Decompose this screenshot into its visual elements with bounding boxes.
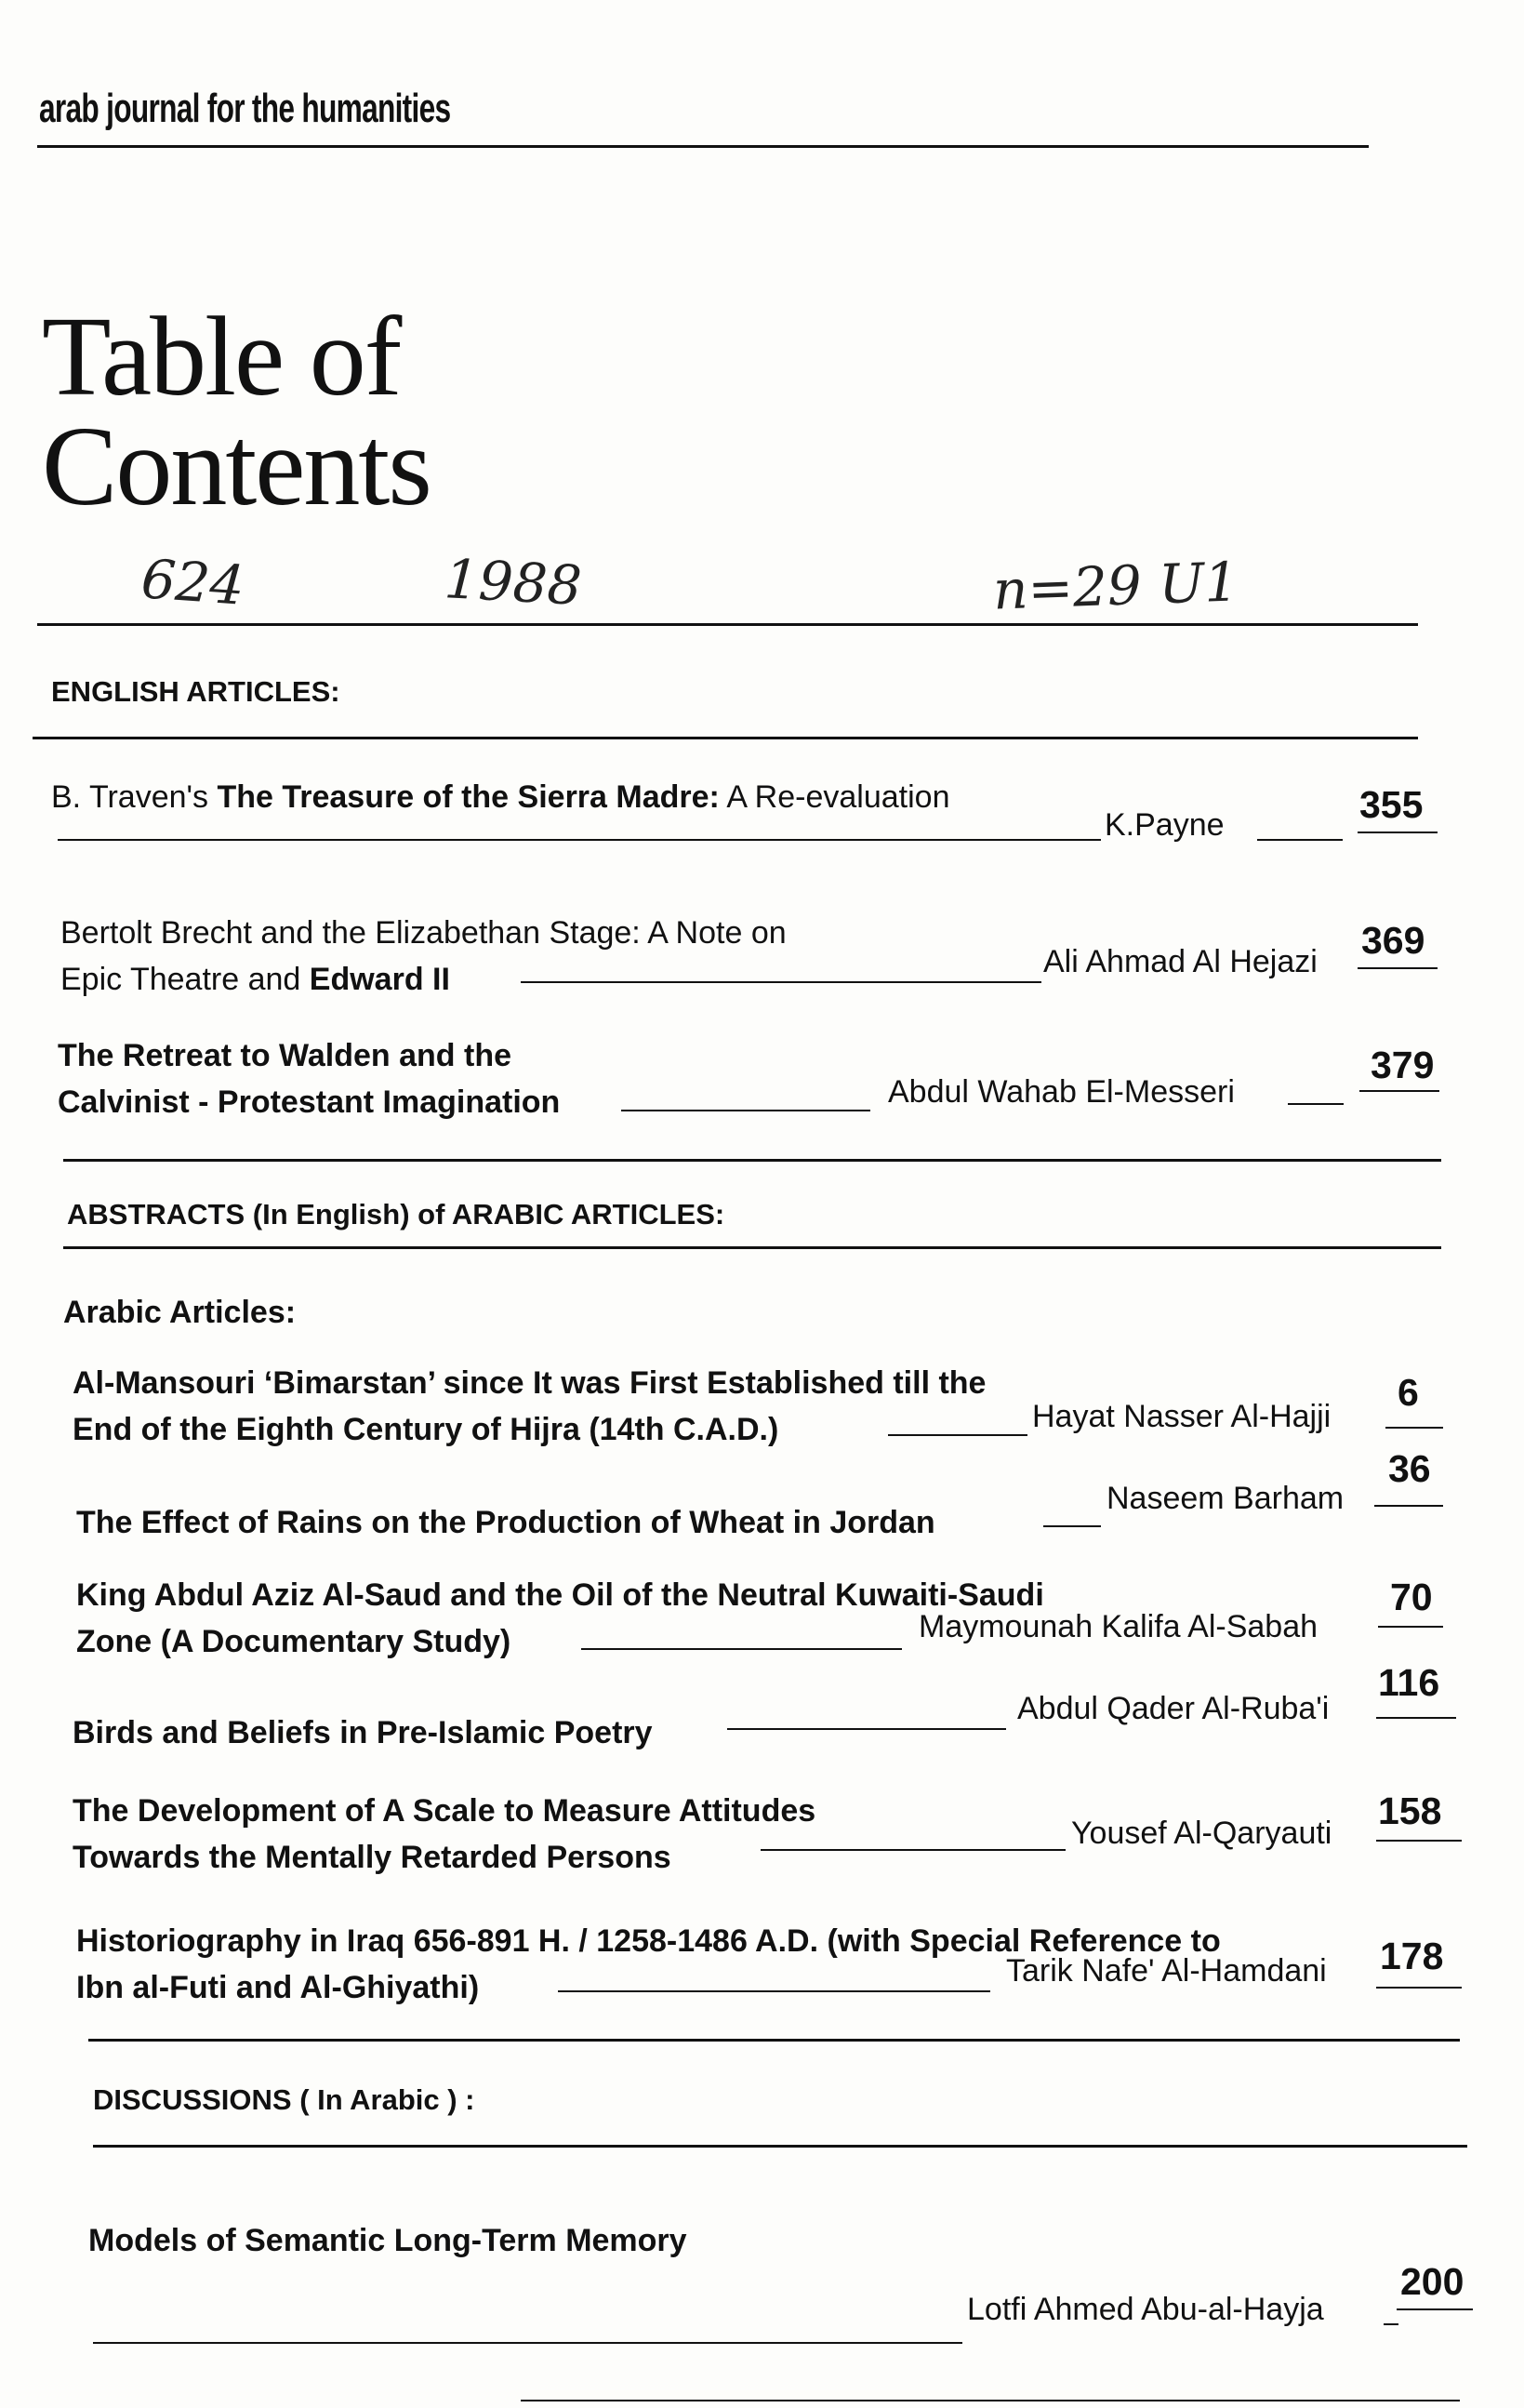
article-2-line-2-prefix: Epic Theatre and [60,962,310,997]
arabic-article-3 [76,1572,1044,1665]
leader-1a [58,839,1101,841]
page-underline-a4 [1376,1717,1456,1719]
discussion-1-line-1: Models of Semantic Long-Term Memory [88,2223,687,2258]
article-1-bold-title: The Treasure of the Sierra Madre: [217,779,720,815]
arabic-article-4 [73,1710,653,1756]
arabic-3-line-2: Zone (A Documentary Study) [76,1624,511,1659]
discussion-1-author: Lotfi Ahmed Abu-al-Hayja [967,2292,1324,2327]
page-underline-a2 [1374,1505,1443,1507]
arabic-4-page: 116 [1378,1661,1440,1704]
leader-a4 [727,1728,1006,1730]
arabic-4-line-1: Birds and Beliefs in Pre-Islamic Poetry [73,1715,653,1750]
arabic-5-line-1: The Development of A Scale to Measure Attitudes [73,1793,816,1829]
section-abstracts: ABSTRACTS (In English) of ARABIC ARTICLES: [67,1198,725,1231]
leader-a3 [581,1648,902,1650]
leader-a1 [888,1434,1027,1436]
rule-abstracts [63,1246,1441,1249]
leader-3b [1288,1103,1344,1105]
arabic-1-line-2: End of the Eighth Century of Hijra (14th C.A.D.) [73,1412,779,1447]
arabic-5-line-2: Towards the Mentally Retarded Persons [73,1840,671,1875]
arabic-4-author: Abdul Qader Al-Ruba'i [1017,1691,1330,1726]
arabic-article-1 [73,1360,986,1453]
discussion-1-page: 200 [1400,2260,1464,2303]
section-english-articles: ENGLISH ARTICLES: [51,675,340,708]
arabic-1-page: 6 [1398,1371,1419,1414]
page-underline-d1 [1397,2308,1473,2310]
leader-3a [621,1110,870,1111]
rule-bottom [521,2400,1460,2401]
arabic-2-author: Naseem Barham [1107,1481,1345,1516]
article-2-author: Ali Ahmad Al Hejazi [1043,944,1318,979]
page-underline-2 [1358,967,1438,969]
page-underline-a5 [1376,1840,1462,1842]
english-article-1 [51,774,949,820]
page-title [42,294,431,529]
handwritten-number: 624 [139,547,246,618]
article-1-prefix: B. Traven's [51,779,218,815]
arabic-3-author: Maymounah Kalifa Al-Sabah [919,1609,1319,1644]
rule-top [37,623,1418,626]
page-underline-a1 [1385,1427,1443,1429]
article-2-page: 369 [1361,919,1425,962]
title-line-1: Table of [42,294,401,419]
arabic-5-page: 158 [1378,1789,1442,1832]
english-article-2 [60,910,787,1003]
subsection-arabic-articles: Arabic Articles: [63,1295,297,1330]
journal-name: arab journal for the humanities [39,86,451,131]
rule-arabic-end [88,2039,1460,2042]
section-discussions: DISCUSSIONS ( In Arabic ) : [93,2083,475,2116]
arabic-5-author: Yousef Al-Qaryauti [1071,1816,1332,1851]
article-3-page: 379 [1371,1044,1435,1086]
discussion-1 [88,2217,687,2264]
arabic-6-author: Tarik Nafe' Al-Hamdani [1006,1953,1327,1989]
arabic-3-page: 70 [1390,1576,1433,1618]
arabic-2-page: 36 [1388,1447,1431,1490]
arabic-6-page: 178 [1380,1935,1444,1977]
english-article-3 [58,1032,560,1125]
rule-english-end [63,1159,1441,1162]
handwritten-issue: n=29 U1 [991,550,1240,622]
arabic-1-line-1: Al-Mansouri ‘Bimarstan’ since It was First Established till the [73,1365,987,1401]
arabic-1-author: Hayat Nasser Al-Hajji [1032,1399,1332,1434]
arabic-article-5 [73,1788,815,1881]
page-underline-1 [1358,831,1438,833]
arabic-6-line-2: Ibn al-Futi and Al-Ghiyathi) [76,1970,480,2005]
rule-english [33,737,1418,739]
article-3-author: Abdul Wahab El-Messeri [888,1074,1235,1110]
article-2-line-1: Bertolt Brecht and the Elizabethan Stage: A Note on [60,915,787,951]
arabic-3-line-1: King Abdul Aziz Al-Saud and the Oil of the Neutral Kuwaiti-Saudi [76,1577,1044,1613]
leader-a6 [558,1990,990,1992]
leader-d1a [93,2342,962,2344]
title-line-2: Contents [42,404,431,529]
leader-d1b [1384,2323,1398,2325]
arabic-6-line-1: Historiography in Iraq 656-891 H. / 1258-1486 A.D. (with Special Reference to [76,1923,1221,1959]
article-3-line-2: Calvinist - Protestant Imagination [58,1084,561,1120]
page-underline-3 [1359,1090,1439,1092]
leader-a5 [761,1849,1066,1851]
handwritten-year: 1988 [443,547,584,618]
leader-1b [1257,839,1343,841]
arabic-article-2 [76,1499,935,1546]
article-3-line-1: The Retreat to Walden and the [58,1038,512,1073]
article-1-suffix: A Re-evaluation [719,779,950,815]
arabic-2-line-1: The Effect of Rains on the Production of Wheat in Jordan [76,1505,935,1540]
page-underline-a6 [1376,1987,1462,1989]
leader-a2 [1043,1525,1101,1527]
article-1-author: K.Payne [1105,807,1225,843]
article-1-page: 355 [1359,783,1424,826]
article-2-bold-title: Edward II [309,962,450,997]
leader-2 [521,981,1041,983]
header-rule [37,145,1369,148]
page-underline-a3 [1378,1626,1443,1628]
rule-discussions [93,2145,1467,2148]
